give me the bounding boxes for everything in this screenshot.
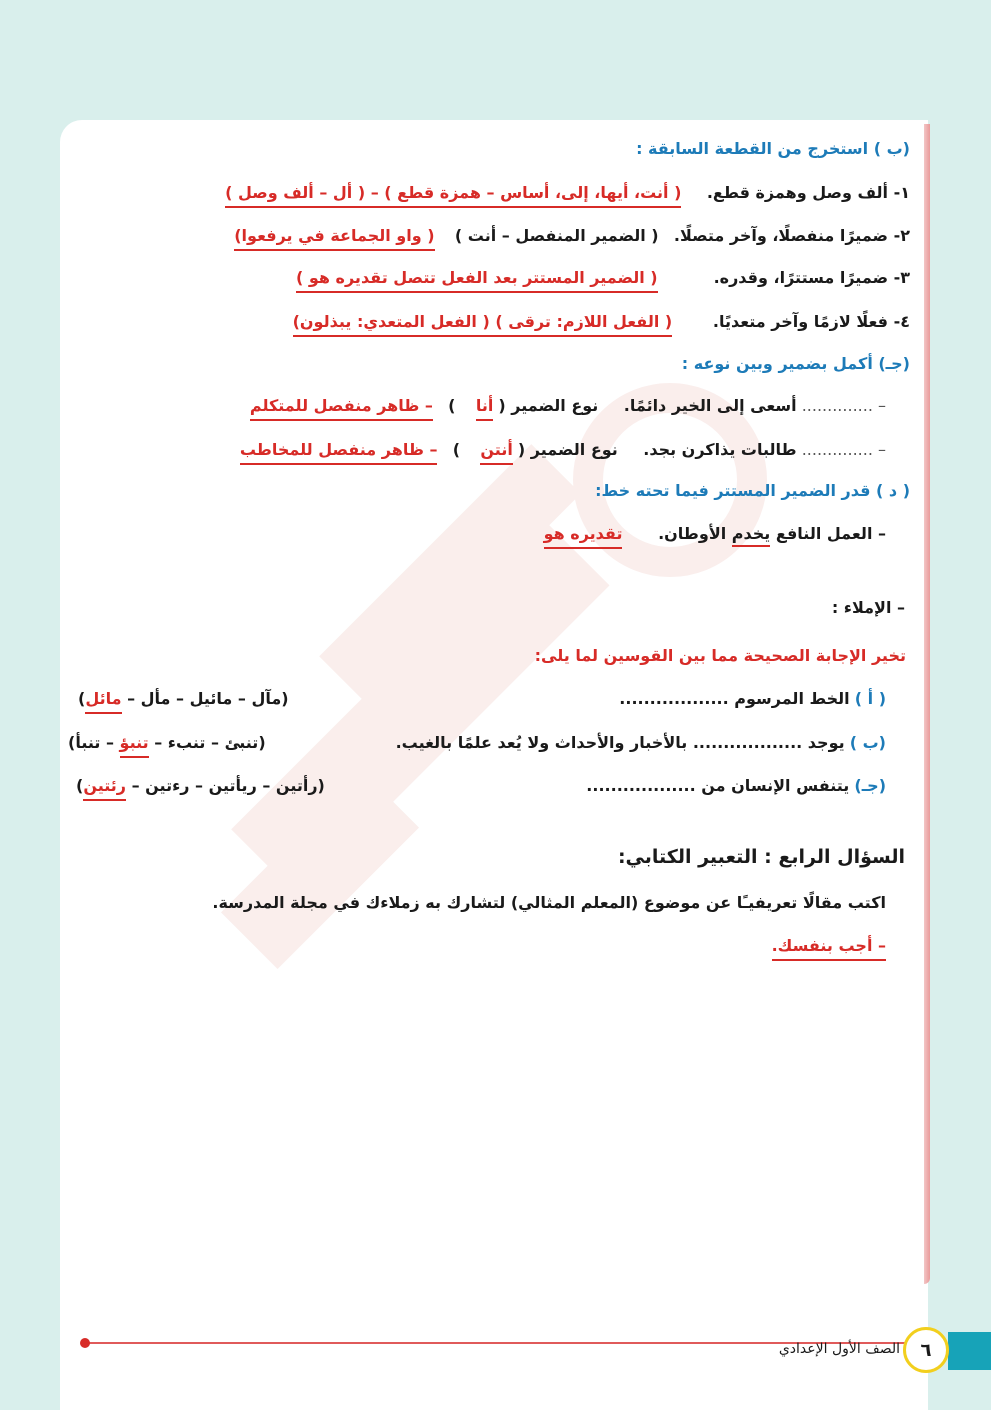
- question-text: ٤- فعلًا لازمًا وآخر متعديًا.: [712, 312, 910, 331]
- item-text: يوجد .................. بالأخبار والأحداث ولا يُعد علمًا بالغيب.: [395, 733, 845, 752]
- answer-text-plain: ( الضمير المنفصل – أنت ): [454, 226, 659, 245]
- sentence: طالبات يذاكرن بجد.: [643, 440, 797, 459]
- answer-text: تقديره هو: [544, 524, 623, 549]
- question-text: ٣- ضميرًا مستترًا، وقدره.: [713, 268, 910, 287]
- grade-label: الصف الأول الإعدادي: [778, 1341, 900, 1357]
- imlaa-item-3-options: (رأتين – ريأتين – رءتين – رئتين): [76, 776, 325, 795]
- section-b-item-3: [70, 268, 910, 287]
- correct-option: رئتين: [83, 776, 126, 801]
- section-d-item: [70, 524, 886, 543]
- answer-text: ( الفعل اللازم: ترقى ) ( الفعل المتعدي: يبذلون): [293, 312, 673, 337]
- question-text: ٢- ضميرًا منفصلًا، وآخر متصلًا.: [673, 226, 910, 245]
- blank: – ..............: [801, 396, 886, 415]
- imlaa-instruction: تخير الإجابة الصحيحة مما بين القوسين لما يلى:: [534, 646, 906, 665]
- section-j-item-1: [70, 396, 886, 415]
- page-number: ٦: [903, 1327, 949, 1373]
- question-4-answer-row: [70, 936, 886, 955]
- imlaa-item-1-options: (مآل – مائيل – مأل – مائل): [78, 689, 289, 708]
- sentence-end: الأوطان.: [658, 524, 732, 543]
- imlaa-item-2-options: (تنبئ – تنبء – تنبؤ – تنبأ): [68, 733, 266, 752]
- answer-text: ( واو الجماعة في يرفعوا): [234, 226, 434, 251]
- question-text: ١- ألف وصل وهمزة قطع.: [706, 183, 910, 202]
- answer-text: – أجب بنفسك.: [772, 936, 886, 961]
- section-b-item-1: [70, 183, 910, 202]
- answer-text: ( أنت، أيها، إلى، أساس – همزة قطع ) – ( أل – ألف وصل ): [225, 183, 681, 208]
- sentence: أسعى إلى الخير دائمًا.: [623, 396, 797, 415]
- sentence-start: – العمل النافع: [770, 524, 886, 543]
- section-j-item-2: [70, 440, 886, 459]
- footer-dot: [80, 1338, 90, 1348]
- type-answer: – ظاهر منفصل للمتكلم: [250, 396, 433, 421]
- section-j-heading: (جـ) أكمل بضمير وبين نوعه :: [681, 354, 910, 373]
- item-text: الخط المرسوم ..................: [619, 689, 850, 708]
- page-edge: [924, 124, 930, 1284]
- blank: – ..............: [801, 440, 886, 459]
- correct-option: مائل: [85, 689, 121, 714]
- footer-tab: [948, 1332, 991, 1370]
- item-label: (جـ): [854, 776, 886, 795]
- pronoun-answer: أنتن: [480, 440, 512, 465]
- item-label: ( أ ): [854, 689, 886, 708]
- answer-text: ( الضمير المستتر بعد الفعل تتصل تقديره هو ): [296, 268, 658, 293]
- correct-option: تنبؤ: [120, 733, 149, 758]
- imlaa-heading: – الإملاء :: [831, 598, 905, 617]
- section-b-item-4: [70, 312, 910, 331]
- type-label: نوع الضمير (: [517, 440, 618, 459]
- item-text: يتنفس الإنسان من ..................: [586, 776, 850, 795]
- close-paren: ): [452, 440, 461, 459]
- type-answer: – ظاهر منفصل للمخاطب: [240, 440, 438, 465]
- underlined-verb: يخدم: [732, 524, 771, 547]
- close-paren: ): [448, 396, 456, 415]
- section-b-item-2: [70, 226, 910, 245]
- question-4-heading: السؤال الرابع : التعبير الكتابي:: [617, 846, 905, 868]
- type-label: نوع الضمير (: [498, 396, 599, 415]
- question-4-prompt: اكتب مقالًا تعريفيـًا عن موضوع (المعلم المثالي) لتشارك به زملاءك في مجلة المدرسة.: [212, 893, 886, 912]
- item-label: (ب ): [849, 733, 886, 752]
- section-b-heading: (ب ) استخرج من القطعة السابقة :: [636, 139, 910, 158]
- pronoun-answer: أنا: [476, 396, 494, 421]
- section-d-heading: ( د ) قدر الضمير المستتر فيما تحته خط:: [595, 481, 910, 500]
